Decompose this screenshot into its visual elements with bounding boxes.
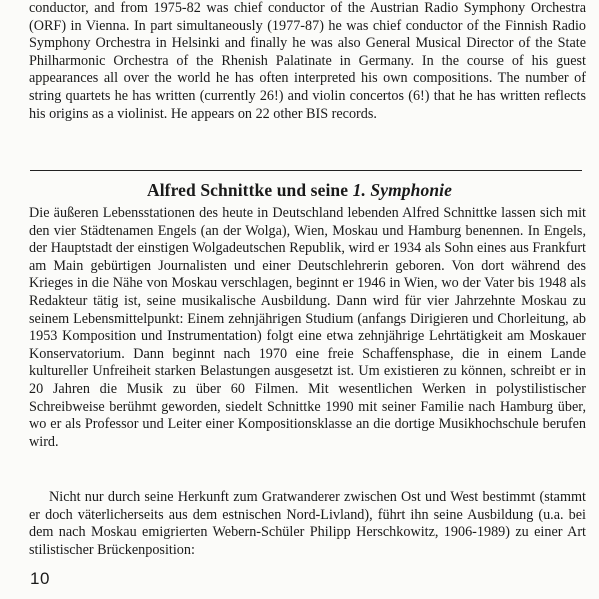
page-number: 10 xyxy=(30,569,50,588)
section-title-main: Alfred Schnittke und seine xyxy=(146,180,353,200)
section-title xyxy=(0,180,599,201)
german-paragraph-1: Die äußeren Lebensstationen des heute in Deutschland lebenden Alfred Schnittke lassen sich mit den vier Städtenamen Engels (an der Wolga), Wien, Moskau und Hamburg benennen. In Engels, der Hauptstadt der einstigen Wolgadeutschen Republik, wird er 1934 als Sohn eines aus Frankfurt am Main gebürtigen Journalisten und einer Deutschlehrerin geboren. Von dort während des Krieges in die Nähe von Moskau verschlagen, beginnt er 1946 in Wien, wo der Vater bis 1948 als Redakteur tätig ist, seine musikalische Ausbildung. Dann wird für vier Jahrzehnte Moskau zu seinem Lebensmittelpunkt: Einem zehnjährigen Studium (anfangs Dirigieren und Chorleitung, ab 1953 Komposition und Instrumentation) folgt eine etwa zehnjährige Lehrtätigkeit am Moskauer Konservatorium. Dann beginnt nach 1970 eine freie Schaffensphase, die in einem Lande kultureller Unfreiheit starken Belastungen ausgesetzt ist. Um existieren zu können, schreibt er in 20 Jahren die Musik zu über 60 Filmen. Mit wesentlichen Werken in polystilistischer Schreibweise berühmt geworden, siedelt Schnittke 1990 mit seiner Familie nach Hamburg über, wo er als Professor und Leiter einer Kompositionsklasse an die dortige Musikhochschule berufen wird. xyxy=(29,205,586,450)
section-title-italic: 1. Symphonie xyxy=(352,180,453,200)
section-divider xyxy=(30,170,582,171)
english-paragraph: conductor, and from 1975-82 was chief conductor of the Austrian Radio Symphony Orchestra (ORF) in Vienna. In part simultaneously (1977-87) he was chief conductor of the Finnish Radio Symphony Orchestra in Helsinki and finally he was also General Musical Director of the State Philharmonic Orchestra of the Rhenish Palatinate in Germany. In the course of his guest appearances all over the world he has often interpreted his own compositions. The number of string quartets he has written (currently 26!) and violin concertos (6!) that he has written reflects his origins as a violinist. He appears on 22 other BIS records. xyxy=(29,0,586,122)
german-paragraph-2: Nicht nur durch seine Herkunft zum Gratwanderer zwischen Ost und West bestimmt (stammt er doch väterlicherseits aus dem estnischen Nord-Livland), führt ihn seine Ausbildung (u.a. bei dem nach Moskau emigrierten Webern-Schüler Philipp Herschkowitz, 1906-1989) zu einer Art stilistischer Brückenposition: xyxy=(29,489,586,558)
